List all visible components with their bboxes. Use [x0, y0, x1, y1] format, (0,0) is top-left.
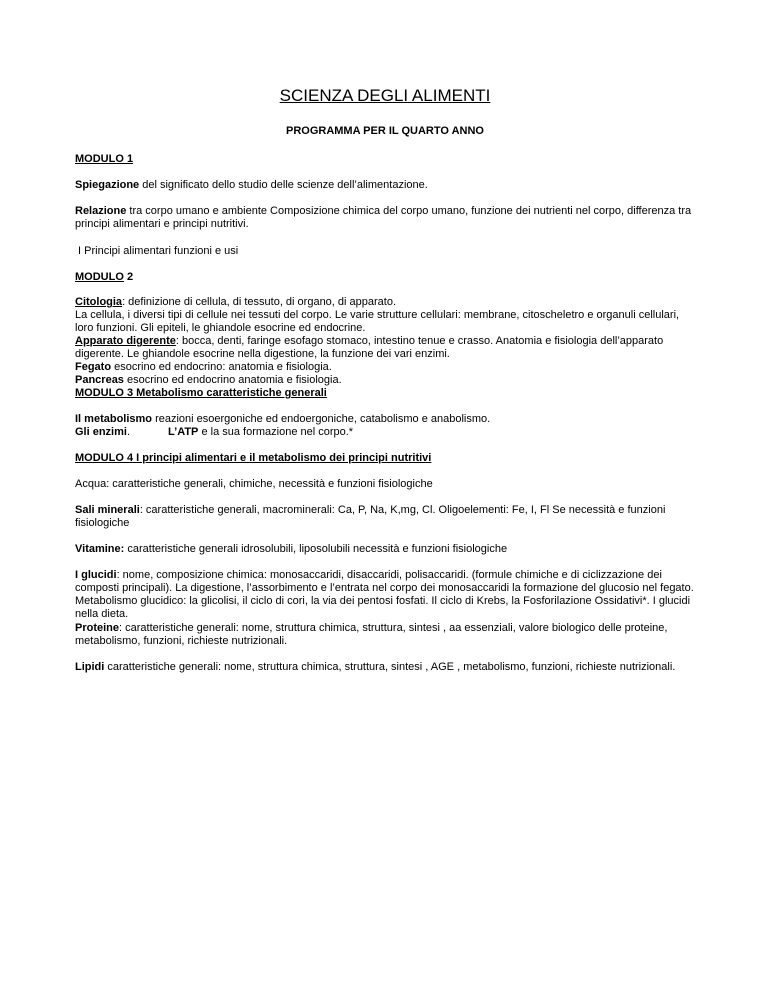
citologia-text: : definizione di cellula, di tessuto, di organo, di apparato.	[122, 296, 397, 308]
glucidi-label: I glucidi	[75, 569, 117, 581]
metabolismo-line	[75, 413, 700, 426]
proteine-label: Proteine	[75, 622, 120, 634]
apparato-text: : bocca, denti, faringe esofago stomaco, intestino tenue e crasso. Anatomia e fisiologia dell’apparato digerente. Le ghiandole esocrine nella digestione, la funzione dei vari enzimi.	[75, 335, 664, 360]
citologia-line	[75, 296, 700, 309]
fegato-line	[75, 361, 700, 374]
enzimi-text: .	[126, 426, 131, 438]
vitamine-paragraph	[75, 543, 700, 556]
glucidi-paragraph	[75, 569, 700, 621]
glucidi-text: : nome, composizione chimica: monosaccaridi, disaccaridi, polisaccaridi. (formule chimiche e di ciclizzazione dei composti principali). La digestione, l’assorbimento e l’entrata nel corpo dei monosaccaridi la formazione del glucosio nel fegato. Metabolismo glucidico: la glicolisi, il ciclo di cori, la via dei pentosi fosfati. Il ciclo di Krebs, la Fosforilazione Ossidativi*. I glucidi nella dieta.	[75, 569, 694, 620]
atp-label: L’ATP	[168, 426, 199, 438]
modulo3-heading: MODULO 3 Metabolismo caratteristiche generali	[75, 387, 327, 399]
apparato-label: Apparato digerente	[75, 335, 176, 347]
modulo2-heading	[75, 271, 700, 284]
vitamine-text: caratteristiche generali idrosolubili, liposolubili necessità e funzioni fisiologiche	[124, 543, 508, 555]
modulo4-heading: MODULO 4 I principi alimentari e il metabolismo dei principi nutritivi	[75, 452, 432, 464]
spiegazione-label: Spiegazione	[75, 179, 140, 191]
sali-paragraph	[75, 504, 700, 530]
pancreas-label: Pancreas	[75, 374, 124, 386]
pancreas-line	[75, 374, 700, 387]
modulo2-heading-number: 2	[123, 271, 134, 283]
apparato-paragraph	[75, 335, 700, 361]
proteine-paragraph	[75, 622, 700, 648]
modulo1-paragraph-principi: I Principi alimentari funzioni e usi	[75, 245, 239, 257]
modulo1-paragraph-spiegazione	[75, 179, 700, 192]
acqua-paragraph: Acqua: caratteristiche generali, chimiche, necessità e funzioni fisiologiche	[75, 478, 433, 490]
pancreas-text: esocrino ed endocrino anatomia e fisiologia.	[123, 374, 342, 386]
modulo3-body	[75, 413, 700, 439]
metabolismo-label: Il metabolismo	[75, 413, 153, 425]
modulo1-heading: MODULO 1	[75, 153, 134, 165]
cellula-paragraph: La cellula, i diversi tipi di cellule nei tessuti del corpo. Le varie strutture cellulari: membrane, citoscheletro e organuli cellulari, loro funzioni. Gli epiteli, le ghiandole esocrine ed endocrine.	[75, 309, 680, 334]
spiegazione-text: del significato dello studio delle scienze dell’alimentazione.	[139, 179, 428, 191]
proteine-text: : caratteristiche generali: nome, struttura chimica, struttura, sintesi , aa essenziali, valore biologico delle proteine, metabolismo, funzioni, richieste nutrizionali.	[75, 622, 668, 647]
lipidi-paragraph	[75, 661, 700, 674]
vitamine-label: Vitamine:	[75, 543, 125, 555]
relazione-text: tra corpo umano e ambiente Composizione chimica del corpo umano, funzione dei nutrienti nel corpo, differenza tra principi alimentari e principi nutritivi.	[75, 205, 692, 230]
sali-text: : caratteristiche generali, macrominerali: Ca, P, Na, K,mg, Cl. Oligoelementi: Fe, I, Fl Se necessità e funzioni fisiologiche	[75, 504, 666, 529]
enzimi-atp-line	[75, 426, 700, 439]
lipidi-label: Lipidi	[75, 661, 105, 673]
enzimi-label: Gli enzimi	[75, 426, 127, 438]
modulo2-body	[75, 296, 700, 387]
metabolismo-text: reazioni esoergoniche ed endoergoniche, catabolismo e anabolismo.	[152, 413, 491, 425]
modulo2-heading-label: MODULO	[75, 271, 124, 283]
lipidi-text: caratteristiche generali: nome, struttura chimica, struttura, sintesi , AGE , metabolismo, funzioni, richieste nutrizionali.	[104, 661, 676, 673]
modulo1-paragraph-relazione	[75, 205, 700, 231]
document-subtitle: PROGRAMMA PER IL QUARTO ANNO	[285, 125, 484, 137]
fegato-text: esocrino ed endocrino: anatomia e fisiologia.	[111, 361, 332, 373]
atp-text: e la sua formazione nel corpo.*	[198, 426, 354, 438]
citologia-label: Citologia	[75, 296, 123, 308]
fegato-label: Fegato	[75, 361, 112, 373]
document-title: SCIENZA DEGLI ALIMENTI	[279, 86, 491, 105]
sali-label: Sali minerali	[75, 504, 140, 516]
relazione-label: Relazione	[75, 205, 127, 217]
